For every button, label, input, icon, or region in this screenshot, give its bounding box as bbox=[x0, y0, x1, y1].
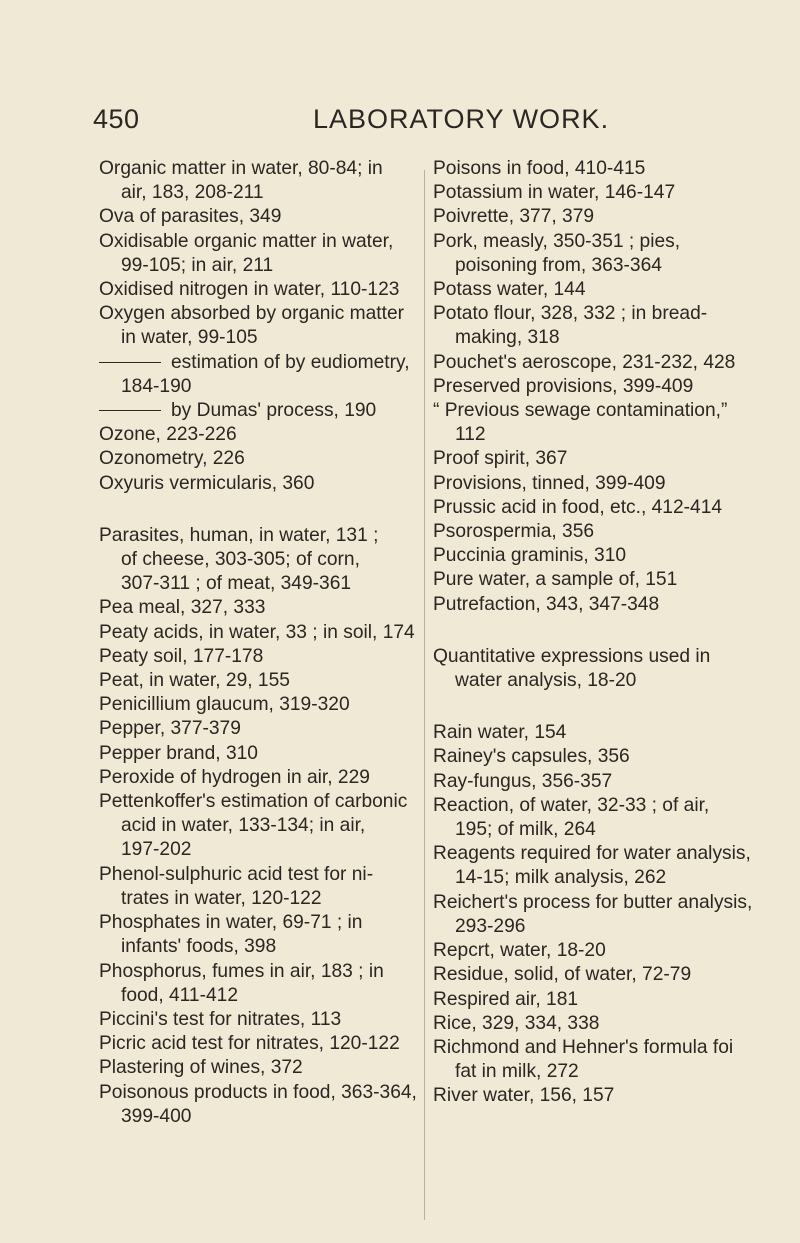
entry-heading bbox=[433, 891, 793, 915]
index-entry bbox=[99, 693, 419, 717]
entry-text: Reagents required for water analysis, bbox=[433, 843, 751, 865]
index-entry bbox=[433, 1084, 793, 1108]
entry-heading bbox=[99, 278, 419, 302]
index-entry bbox=[99, 472, 419, 496]
index-entry bbox=[99, 645, 419, 669]
index-entry bbox=[433, 302, 793, 350]
entry-text: Parasites, human, in water, 131 ; bbox=[99, 524, 379, 546]
entry-heading bbox=[433, 842, 793, 866]
entry-text: Respired air, 181 bbox=[433, 988, 579, 1010]
index-entry bbox=[99, 205, 419, 229]
index-entry bbox=[99, 596, 419, 620]
entry-heading bbox=[433, 447, 793, 471]
entry-heading bbox=[99, 596, 419, 620]
entry-heading bbox=[433, 794, 793, 818]
section-gap bbox=[433, 617, 793, 645]
entry-text: “ Previous sewage contamination,” bbox=[433, 400, 728, 422]
index-entry bbox=[433, 988, 793, 1012]
index-entry bbox=[99, 278, 419, 302]
entry-heading bbox=[99, 230, 419, 254]
entry-text: Peroxide of hydrogen in air, 229 bbox=[99, 766, 370, 788]
entry-heading bbox=[99, 524, 419, 548]
entry-heading bbox=[433, 1036, 793, 1060]
entry-heading bbox=[99, 717, 419, 741]
entry-text: Rain water, 154 bbox=[433, 722, 567, 744]
entry-text: Rainey's capsules, 356 bbox=[433, 746, 630, 768]
entry-heading bbox=[433, 278, 793, 302]
entry-continuation: of cheese, 303-305; of corn, bbox=[121, 549, 360, 571]
entry-text: Oxidisable organic matter in water, bbox=[99, 230, 394, 252]
entry-heading bbox=[99, 472, 419, 496]
entry-text: Pork, measly, 350-351 ; pies, bbox=[433, 230, 681, 252]
index-entry bbox=[433, 472, 793, 496]
entry-heading bbox=[433, 1012, 793, 1036]
entry-heading bbox=[99, 766, 419, 790]
entry-text: Potass water, 144 bbox=[433, 279, 586, 301]
entry-heading bbox=[99, 669, 419, 693]
index-entry bbox=[433, 645, 793, 693]
entry-heading bbox=[433, 375, 793, 399]
entry-text: Phosphates in water, 69-71 ; in bbox=[99, 912, 363, 934]
entry-heading bbox=[433, 520, 793, 544]
index-entry bbox=[433, 745, 793, 769]
entry-text: Picric acid test for nitrates, 120-122 bbox=[99, 1033, 400, 1055]
index-entry bbox=[99, 911, 419, 959]
index-entry bbox=[99, 1032, 419, 1056]
entry-continuation: acid in water, 133-134; in air, bbox=[121, 815, 366, 837]
index-entry bbox=[99, 863, 419, 911]
entry-text: Puccinia graminis, 310 bbox=[433, 545, 627, 567]
index-entry bbox=[433, 568, 793, 592]
index-entry bbox=[433, 181, 793, 205]
entry-continuation: 99-105; in air, 211 bbox=[121, 254, 274, 276]
entry-continuation: 307-311 ; of meat, 349-361 bbox=[121, 573, 352, 595]
page-number: 450 bbox=[93, 104, 140, 134]
entry-text: Ozone, 223-226 bbox=[99, 424, 237, 446]
index-entry bbox=[433, 842, 793, 890]
entry-heading bbox=[433, 230, 793, 254]
entry-text: Oxyuris vermicularis, 360 bbox=[99, 472, 315, 494]
index-entry bbox=[433, 721, 793, 745]
entry-text: Oxygen absorbed by organic matter bbox=[99, 303, 405, 325]
index-entry bbox=[99, 423, 419, 447]
entry-text: Residue, solid, of water, 72-79 bbox=[433, 964, 692, 986]
entry-heading bbox=[433, 645, 793, 669]
entry-heading bbox=[433, 963, 793, 987]
index-entry bbox=[433, 544, 793, 568]
entry-heading bbox=[433, 181, 793, 205]
section-gap bbox=[433, 693, 793, 721]
entry-continuation: 399-400 bbox=[121, 1105, 192, 1127]
index-entry bbox=[99, 1056, 419, 1080]
entry-text: Ozonometry, 226 bbox=[99, 448, 245, 470]
entry-heading bbox=[99, 1081, 419, 1105]
entry-continuation: in water, 99-105 bbox=[121, 327, 258, 349]
ditto-dash bbox=[99, 362, 161, 363]
entry-text: Plastering of wines, 372 bbox=[99, 1057, 303, 1079]
index-entry bbox=[99, 766, 419, 790]
entry-text: Piccini's test for nitrates, 113 bbox=[99, 1008, 342, 1030]
entry-heading bbox=[433, 302, 793, 326]
column-divider bbox=[424, 170, 425, 1220]
entry-heading bbox=[99, 1032, 419, 1056]
entry-heading bbox=[99, 157, 419, 181]
index-column-right bbox=[433, 157, 793, 1109]
entry-heading bbox=[433, 472, 793, 496]
ditto-dash bbox=[99, 410, 161, 411]
index-entry bbox=[99, 790, 419, 863]
entry-heading bbox=[99, 423, 419, 447]
index-entry bbox=[433, 157, 793, 181]
entry-text: Reichert's process for butter analysis, bbox=[433, 891, 753, 913]
entry-heading bbox=[433, 988, 793, 1012]
entry-heading bbox=[99, 351, 419, 375]
entry-heading bbox=[99, 447, 419, 471]
entry-continuation: infants' foods, 398 bbox=[121, 936, 277, 958]
entry-heading bbox=[433, 1084, 793, 1108]
index-subentry bbox=[99, 351, 419, 399]
index-entry bbox=[99, 960, 419, 1008]
entry-heading bbox=[99, 205, 419, 229]
entry-heading bbox=[433, 721, 793, 745]
entry-text: Ova of parasites, 349 bbox=[99, 206, 282, 228]
index-entry bbox=[433, 447, 793, 471]
index-subentry bbox=[99, 399, 419, 423]
entry-text: Oxidised nitrogen in water, 110-123 bbox=[99, 279, 400, 301]
entry-text: Preserved provisions, 399-409 bbox=[433, 375, 694, 397]
entry-text: Quantitative expressions used in bbox=[433, 645, 711, 667]
entry-text: Peat, in water, 29, 155 bbox=[99, 670, 290, 692]
entry-text: Pouchet's aeroscope, 231-232, 428 bbox=[433, 351, 736, 373]
entry-text: Repcrt, water, 18-20 bbox=[433, 940, 606, 962]
entry-text: Poisons in food, 410-415 bbox=[433, 158, 646, 179]
entry-continuation: fat in milk, 272 bbox=[455, 1061, 579, 1083]
entry-text: Pepper brand, 310 bbox=[99, 742, 258, 764]
entry-text: Richmond and Hehner's formula foi bbox=[433, 1036, 734, 1058]
page-header bbox=[93, 104, 793, 144]
entry-heading bbox=[433, 745, 793, 769]
index-entry bbox=[433, 1036, 793, 1084]
entry-heading bbox=[99, 960, 419, 984]
entry-heading bbox=[99, 302, 419, 326]
entry-text: Pepper, 377-379 bbox=[99, 718, 241, 740]
index-column-left bbox=[99, 157, 419, 1129]
entry-text: Phenol-sulphuric acid test for ni- bbox=[99, 863, 374, 885]
index-entry bbox=[99, 1081, 419, 1129]
entry-heading bbox=[433, 496, 793, 520]
entry-text: Poisonous products in food, 363-364, bbox=[99, 1081, 417, 1103]
entry-continuation: 197-202 bbox=[121, 839, 192, 861]
entry-continuation: water analysis, 18-20 bbox=[455, 670, 637, 692]
entry-continuation: food, 411-412 bbox=[121, 984, 238, 1006]
index-entry bbox=[433, 375, 793, 399]
index-entry bbox=[433, 891, 793, 939]
entry-text: Organic matter in water, 80-84; in bbox=[99, 158, 383, 179]
entry-continuation: air, 183, 208-211 bbox=[121, 182, 264, 204]
entry-heading bbox=[433, 351, 793, 375]
index-entry bbox=[433, 205, 793, 229]
entry-continuation: making, 318 bbox=[455, 327, 560, 349]
entry-text: Pure water, a sample of, 151 bbox=[433, 569, 678, 591]
entry-heading bbox=[99, 693, 419, 717]
entry-text: Putrefaction, 343, 347-348 bbox=[433, 593, 660, 615]
entry-heading bbox=[433, 939, 793, 963]
index-entry bbox=[99, 717, 419, 741]
index-entry bbox=[433, 496, 793, 520]
entry-heading bbox=[433, 399, 793, 423]
index-entry bbox=[433, 230, 793, 278]
entry-heading bbox=[99, 790, 419, 814]
entry-text: Provisions, tinned, 399-409 bbox=[433, 472, 666, 494]
entry-heading bbox=[433, 568, 793, 592]
entry-text: Proof spirit, 367 bbox=[433, 448, 568, 470]
index-entry bbox=[433, 593, 793, 617]
entry-text: Ray-fungus, 356-357 bbox=[433, 770, 613, 792]
running-head: LABORATORY WORK. bbox=[313, 104, 610, 134]
index-entry bbox=[99, 524, 419, 597]
entry-continuation: trates in water, 120-122 bbox=[121, 887, 322, 909]
index-entry bbox=[99, 230, 419, 278]
index-entry bbox=[433, 794, 793, 842]
index-entry bbox=[99, 157, 419, 205]
entry-continuation: 293-296 bbox=[455, 915, 526, 937]
entry-text: estimation of by eudiometry, bbox=[171, 351, 410, 373]
index-entry bbox=[99, 447, 419, 471]
entry-continuation: 184-190 bbox=[121, 375, 192, 397]
entry-heading bbox=[433, 205, 793, 229]
index-entry bbox=[99, 669, 419, 693]
entry-heading bbox=[99, 1008, 419, 1032]
index-entry bbox=[433, 351, 793, 375]
section-gap bbox=[99, 496, 419, 524]
entry-text: Penicillium glaucum, 319-320 bbox=[99, 694, 350, 716]
entry-text: Psorospermia, 356 bbox=[433, 521, 595, 543]
entry-continuation: 112 bbox=[455, 424, 486, 446]
entry-heading bbox=[99, 863, 419, 887]
entry-heading bbox=[99, 399, 419, 423]
entry-text: Rice, 329, 334, 338 bbox=[433, 1012, 600, 1034]
entry-heading bbox=[433, 157, 793, 181]
entry-heading bbox=[99, 1056, 419, 1080]
index-entry bbox=[433, 770, 793, 794]
entry-text: Reaction, of water, 32-33 ; of air, bbox=[433, 794, 710, 816]
index-entry bbox=[99, 1008, 419, 1032]
entry-continuation: poisoning from, 363-364 bbox=[455, 254, 662, 276]
index-entry bbox=[433, 399, 793, 447]
entry-heading bbox=[99, 742, 419, 766]
entry-text: Potato flour, 328, 332 ; in bread- bbox=[433, 303, 708, 325]
entry-text: Prussic acid in food, etc., 412-414 bbox=[433, 496, 723, 518]
entry-text: Poivrette, 377, 379 bbox=[433, 206, 595, 228]
entry-text: Pea meal, 327, 333 bbox=[99, 597, 266, 619]
entry-text: Peaty soil, 177-178 bbox=[99, 645, 264, 667]
entry-heading bbox=[99, 645, 419, 669]
entry-heading bbox=[433, 544, 793, 568]
entry-text: Pettenkoffer's estimation of carbonic bbox=[99, 791, 408, 813]
index-entry bbox=[433, 1012, 793, 1036]
index-entry bbox=[99, 621, 419, 645]
index-entry bbox=[99, 742, 419, 766]
entry-continuation: 195; of milk, 264 bbox=[455, 819, 596, 841]
index-entry bbox=[433, 520, 793, 544]
entry-heading bbox=[99, 911, 419, 935]
index-entry bbox=[433, 278, 793, 302]
entry-heading bbox=[433, 593, 793, 617]
entry-text: by Dumas' process, 190 bbox=[171, 400, 377, 422]
entry-text: Potassium in water, 146-147 bbox=[433, 182, 676, 204]
entry-continuation: 14-15; milk analysis, 262 bbox=[455, 867, 667, 889]
entry-heading bbox=[99, 621, 419, 645]
index-entry bbox=[99, 302, 419, 350]
entry-heading bbox=[433, 770, 793, 794]
entry-text: Phosphorus, fumes in air, 183 ; in bbox=[99, 960, 384, 982]
index-entry bbox=[433, 963, 793, 987]
entry-text: River water, 156, 157 bbox=[433, 1085, 615, 1107]
index-entry bbox=[433, 939, 793, 963]
entry-text: Peaty acids, in water, 33 ; in soil, 174 bbox=[99, 621, 415, 643]
